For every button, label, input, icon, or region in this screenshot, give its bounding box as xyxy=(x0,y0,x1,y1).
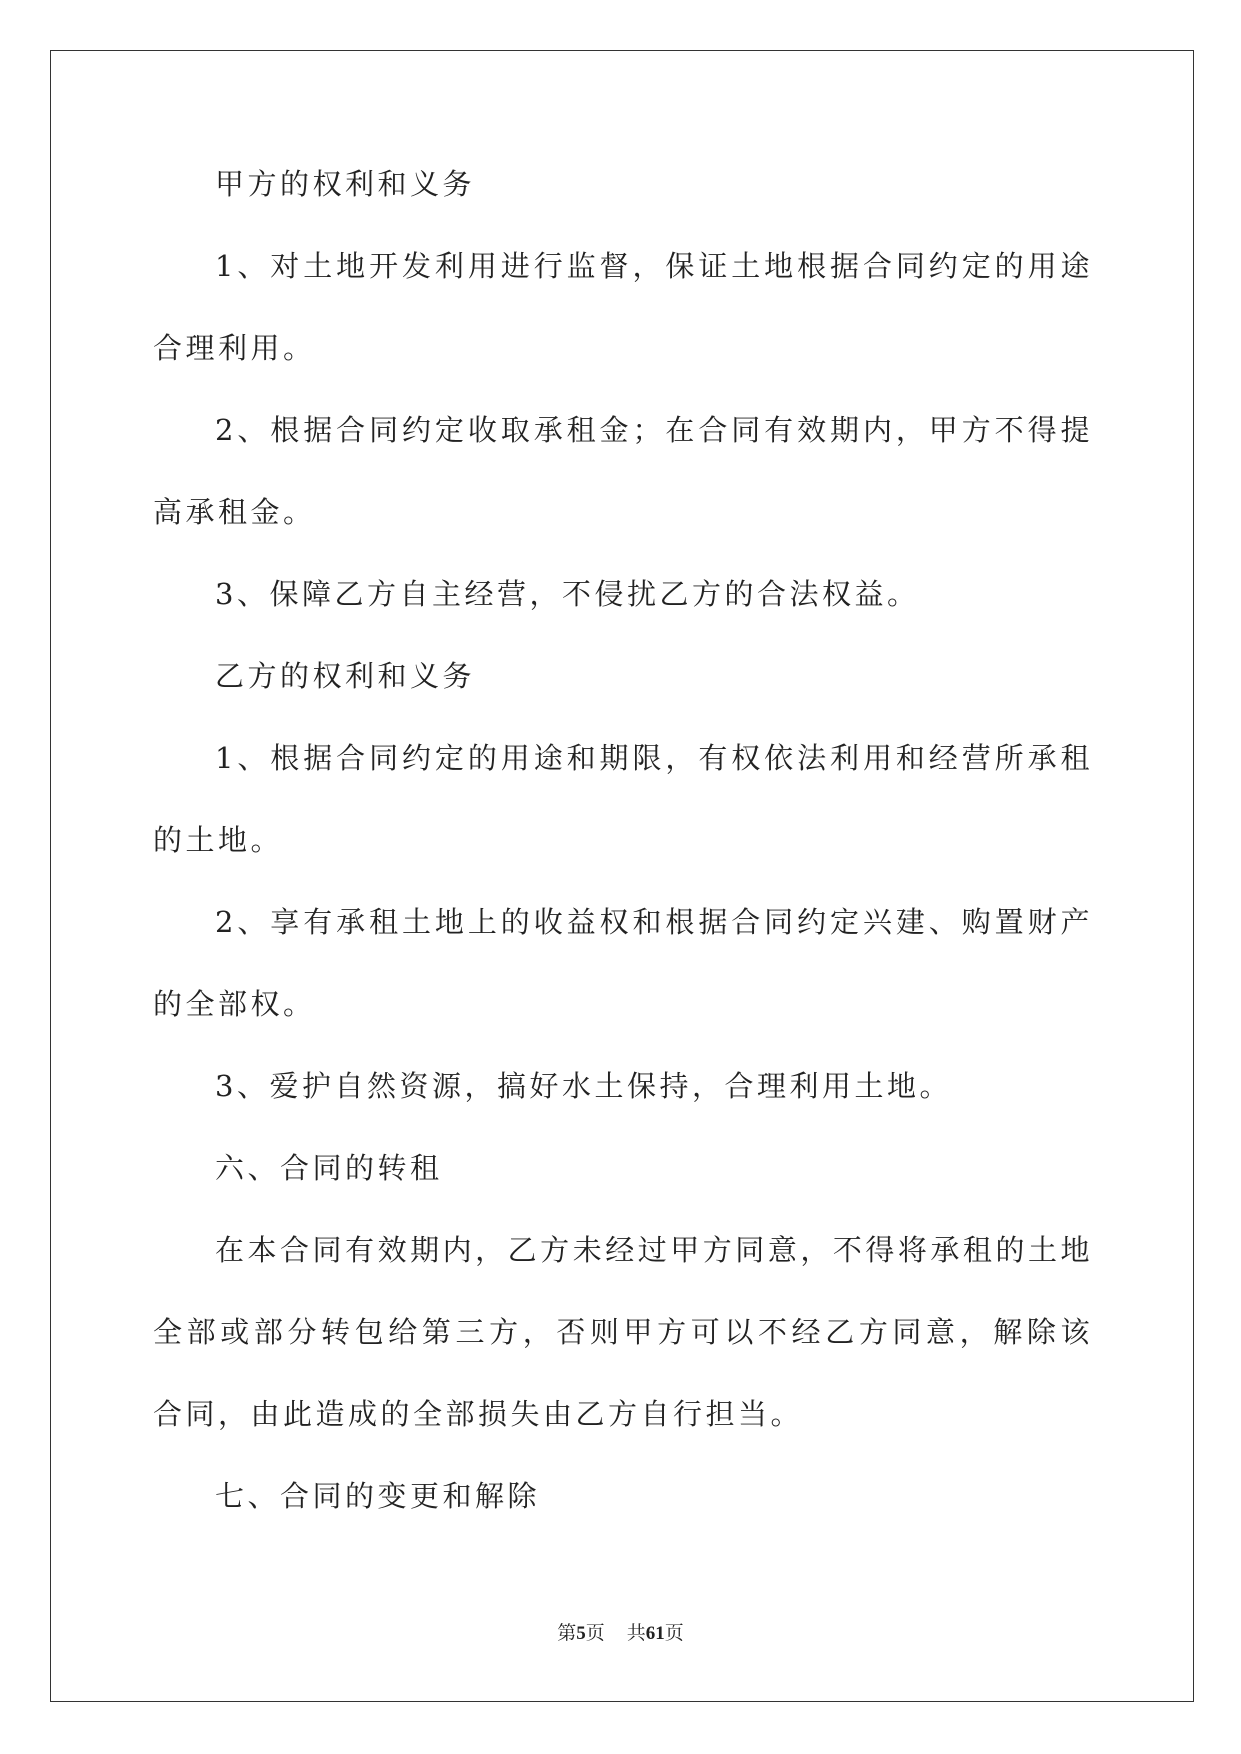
clause-party-a-3: 3、保障乙方自主经营，不侵扰乙方的合法权益。 xyxy=(215,577,920,611)
clause-party-a-1: 1、对土地开发利用进行监督，保证土地根据合同约定的用途合理利用。 xyxy=(153,249,1093,365)
total-prefix: 共 xyxy=(626,1622,646,1644)
clause-party-b-1: 1、根据合同约定的用途和期限，有权依法利用和经营所承租的土地。 xyxy=(153,741,1093,857)
page-suffix: 页 xyxy=(585,1622,605,1644)
heading-party-b-rights: 乙方的权利和义务 xyxy=(215,659,476,693)
document-body xyxy=(153,163,1093,1537)
total-suffix: 页 xyxy=(664,1622,684,1644)
page-prefix: 第 xyxy=(557,1622,577,1644)
heading-party-a-rights: 甲方的权利和义务 xyxy=(215,167,476,201)
clause-party-a-2: 2、根据合同约定收取承租金；在合同有效期内，甲方不得提高承租金。 xyxy=(153,413,1093,529)
page-number: 5 xyxy=(576,1623,586,1644)
section-heading-sublease: 六、合同的转租 xyxy=(215,1151,443,1185)
clause-party-b-3: 3、爱护自然资源，搞好水土保持，合理利用土地。 xyxy=(215,1069,952,1103)
page-footer xyxy=(0,1618,1241,1645)
clause-party-b-2: 2、享有承租土地上的收益权和根据合同约定兴建、购置财产的全部权。 xyxy=(153,905,1093,1021)
clause-sublease: 在本合同有效期内，乙方未经过甲方同意，不得将承租的土地全部或部分转包给第三方，否则甲方可以不经乙方同意，解除该合同，由此造成的全部损失由乙方自行担当。 xyxy=(153,1233,1093,1431)
total-pages: 61 xyxy=(645,1623,665,1644)
section-heading-amendment: 七、合同的变更和解除 xyxy=(215,1479,541,1513)
